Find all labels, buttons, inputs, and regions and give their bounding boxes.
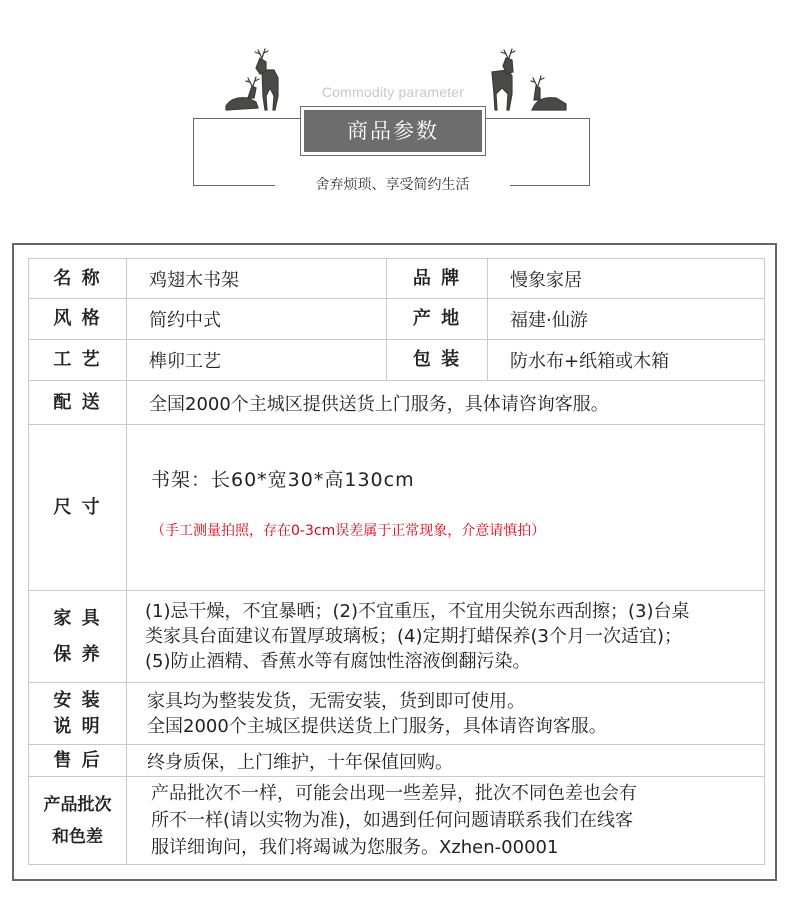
color-line-2: 所不一样(请以实物为准)，如遇到任何问题请联系我们在线客 <box>151 810 634 831</box>
table-row-after-sales <box>29 745 764 777</box>
care-line-1: (1)忌干燥，不宜暴晒；(2)不宜重压，不宜用尖锐东西刮擦；(3)台桌 <box>145 601 690 622</box>
size-label: 尺 寸 <box>53 496 102 518</box>
care-label-line-1: 家 具 <box>53 607 102 629</box>
delivery-value: 全国2000个主城区提供送货上门服务，具体请咨询客服。 <box>126 381 764 424</box>
deer-figurine-right <box>482 48 572 114</box>
size-cell <box>126 425 764 590</box>
origin-value: 福建·仙游 <box>487 299 764 339</box>
craft-value: 榫卯工艺 <box>126 340 386 380</box>
install-label-line-1: 安 装 <box>53 689 102 711</box>
origin-label: 产 地 <box>386 299 487 339</box>
english-heading: Commodity parameter <box>321 84 465 100</box>
page-title: 商品参数 <box>304 110 482 152</box>
color-label-line-1: 产品批次 <box>43 794 112 815</box>
table-row-craft <box>29 340 764 381</box>
install-line-1: 家具均为整装发货，无需安装，货到即可使用。 <box>147 690 525 712</box>
table-row-name <box>29 259 764 299</box>
color-line-1: 产品批次不一样，可能会出现一些差异，批次不同色差也会有 <box>151 783 637 804</box>
care-line-2: 类家具台面建议布置厚玻璃板；(4)定期打蜡保养(3个月一次适宜)； <box>145 626 682 647</box>
name-label: 名 称 <box>53 267 102 289</box>
install-label <box>29 683 126 744</box>
color-label-line-2: 和色差 <box>52 826 103 847</box>
size-note: （手工测量拍照，存在0-3cm误差属于正常现象，介意请慎拍） <box>151 523 546 539</box>
color-line-3: 服详细询问，我们将竭诚为您服务。Xzhen-00001 <box>151 837 559 858</box>
after-sales-label: 售 后 <box>53 749 102 771</box>
after-sales-value: 终身质保，上门维护，十年保值回购。 <box>126 745 764 776</box>
frame-line-left <box>193 118 303 119</box>
header <box>0 0 790 200</box>
install-label-line-2: 说 明 <box>53 715 102 737</box>
style-label: 风 格 <box>53 308 102 329</box>
pack-value: 防水布+纸箱或木箱 <box>487 340 764 380</box>
subtitle: 舍弃烦琐、享受简约生活 <box>275 175 510 195</box>
spec-table <box>28 258 765 865</box>
care-label <box>29 591 126 682</box>
install-line-2: 全国2000个主城区提供送货上门服务，具体请咨询客服。 <box>147 715 607 737</box>
name-value: 鸡翅木书架 <box>126 259 386 298</box>
size-value: 书架：长60*宽30*高130cm <box>151 469 415 491</box>
frame-line-right <box>484 118 590 119</box>
deer-figurine-left <box>222 48 308 114</box>
table-row-style <box>29 299 764 340</box>
delivery-label: 配 送 <box>53 391 102 413</box>
install-value <box>126 683 764 744</box>
table-row-care <box>29 591 764 683</box>
brand-label: 品 牌 <box>386 259 487 298</box>
pack-label: 包 装 <box>386 340 487 380</box>
care-line-3: (5)防止酒精、香蕉水等有腐蚀性溶液倒翻污染。 <box>145 651 531 672</box>
brand-value: 慢象家居 <box>487 259 764 298</box>
table-row-color-difference <box>29 777 764 864</box>
table-row-size <box>29 425 764 591</box>
care-value <box>126 591 764 682</box>
color-difference-value <box>126 777 764 864</box>
table-row-install <box>29 683 764 745</box>
care-label-line-2: 保 养 <box>53 643 102 665</box>
craft-label: 工 艺 <box>53 349 102 370</box>
color-difference-label <box>29 777 126 864</box>
style-value: 简约中式 <box>126 299 386 339</box>
table-row-delivery <box>29 381 764 425</box>
